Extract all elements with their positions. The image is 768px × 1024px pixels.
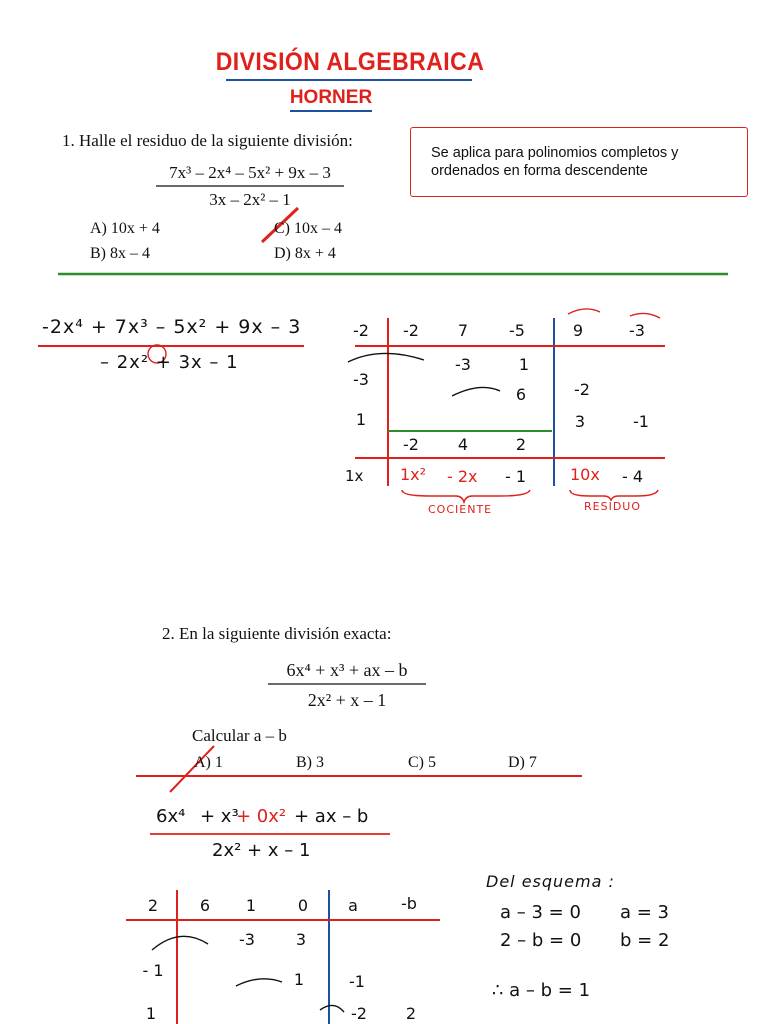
arrow-2: [452, 387, 500, 396]
problem1-numerator: 7x³ – 2x⁴ – 5x² + 9x – 3: [169, 163, 331, 182]
problem2-option-b: B) 3: [296, 754, 324, 771]
conclusion-eq1: a – 3 = 0: [500, 902, 581, 923]
scheme2-r1-c2: 1: [245, 896, 257, 915]
scheme1-r1-c5: -3: [629, 321, 645, 340]
conclusion-res2: b = 2: [620, 930, 670, 951]
arrow-red-2: [630, 313, 660, 318]
scheme2-r4-c2: 2: [405, 1004, 417, 1023]
conclusion-final: ∴ a – b = 1: [492, 980, 591, 1001]
scheme1-r1-c3: -5: [509, 321, 525, 340]
scheme1-divisor-2: -3: [353, 370, 369, 389]
problem1-option-d: D) 8x + 4: [274, 245, 336, 262]
work2-dividend-part-1: 6x⁴: [156, 806, 186, 827]
scheme2-divisor-3: 1: [145, 1004, 157, 1023]
brace-residue: [570, 490, 658, 500]
scheme1-divisor-3: 1: [355, 410, 367, 429]
scheme1-multiplier: 1x: [345, 467, 364, 485]
problem2-option-c: C) 5: [408, 754, 436, 771]
scheme1-r4-c2: -1: [633, 412, 649, 431]
page-title: DIVISIÓN ALGEBRAICA: [215, 48, 485, 76]
problem1-denominator: 3x – 2x² – 1: [209, 190, 291, 209]
arrow-red-1: [568, 309, 600, 314]
scheme1-q-c1: -2: [403, 435, 419, 454]
arrow-4: [236, 979, 282, 986]
scheme1-r1-c1: -2: [403, 321, 419, 340]
scheme2-r1-c4: a: [348, 896, 358, 915]
problem2-ask: Calcular a – b: [192, 726, 287, 745]
scheme1-r2-c1: -3: [455, 355, 471, 374]
scheme2-r1-c1: 6: [199, 896, 211, 915]
scheme2-r2-c2: 3: [295, 930, 307, 949]
work1-dividend: -2x⁴ + 7x³ – 5x² + 9x – 3: [42, 316, 302, 338]
scheme1-res-term-2: - 4: [622, 467, 644, 486]
work2-dividend-part-3: + 0x²: [236, 806, 287, 827]
scheme1-res-term-1: 10x: [570, 465, 600, 484]
arrow-1: [348, 353, 424, 362]
scheme1-r3-c1: 6: [515, 385, 527, 404]
scheme2-r1-c3: 0: [297, 896, 309, 915]
problem2-option-a: A) 1: [194, 754, 223, 771]
scheme1-r2-c2: 1: [518, 355, 530, 374]
arrow-5: [320, 1005, 344, 1012]
conclusion-res1: a = 3: [620, 902, 670, 923]
scheme2-r2-c1: -3: [239, 930, 255, 949]
problem2-denominator: 2x² + x – 1: [307, 690, 387, 710]
scheme2-r3-c2: -1: [349, 972, 365, 991]
problem2-numerator: 6x⁴ + x³ + ax – b: [286, 660, 408, 680]
scheme2-divisor-1: 2: [147, 896, 159, 915]
scheme1-divisor-1: -2: [353, 321, 369, 340]
work1-divisor: – 2x² + 3x – 1: [100, 352, 239, 373]
arrow-3: [152, 936, 208, 950]
scheme1-q-c2: 4: [457, 435, 469, 454]
conclusion-heading: Del esquema :: [486, 872, 615, 891]
scheme1-r4-c1: 3: [574, 412, 586, 431]
scheme1-q-c3: 2: [515, 435, 527, 454]
problem1-option-a: A) 10x + 4: [90, 220, 160, 237]
problem1-option-c: C) 10x – 4: [274, 220, 342, 237]
quotient-label: COCIENTE: [428, 503, 493, 516]
scheme1-r3-c2: -2: [574, 380, 590, 399]
scheme1-quot-term-3: - 1: [505, 467, 527, 486]
note-box: Se aplica para polinomios completos y ordenados en forma descendente: [410, 127, 748, 197]
problem1-statement: 1. Halle el residuo de la siguiente división:: [62, 131, 353, 150]
conclusion-eq2: 2 – b = 0: [500, 930, 582, 951]
work2-dividend-part-2: + x³: [200, 806, 239, 827]
page-subtitle: HORNER: [289, 87, 373, 108]
brace-quotient: [402, 490, 530, 502]
work2-dividend-part-4: + ax – b: [294, 806, 369, 827]
scheme1-quot-term-2: - 2x: [447, 467, 478, 486]
work2-divisor: 2x² + x – 1: [212, 840, 311, 861]
problem2-statement: 2. En la siguiente división exacta:: [162, 624, 392, 643]
scheme2-divisor-2: - 1: [142, 961, 164, 980]
residue-label: RESIDUO: [584, 500, 641, 513]
scheme2-r1-c5: -b: [401, 894, 417, 913]
scheme1-r1-c4: 9: [572, 321, 584, 340]
problem1-option-b: B) 8x – 4: [90, 245, 150, 262]
scheme2-r3-c1: 1: [293, 970, 305, 989]
scheme1-quot-term-1: 1x²: [400, 465, 427, 484]
scheme2-r4-c1: -2: [351, 1004, 367, 1023]
problem2-option-d: D) 7: [508, 754, 537, 771]
scheme1-r1-c2: 7: [457, 321, 469, 340]
